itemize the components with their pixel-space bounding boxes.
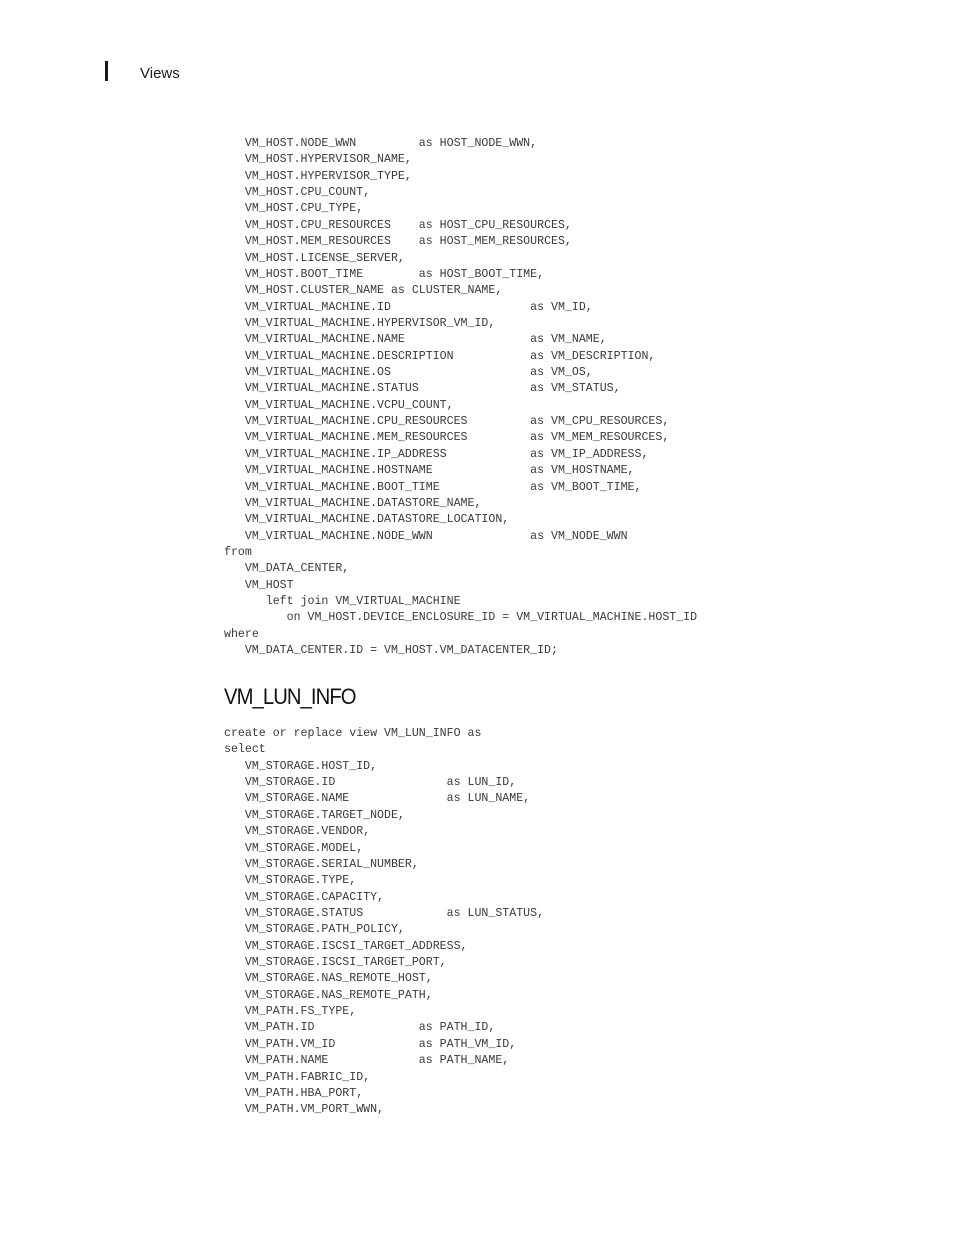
code-line: VM_STORAGE.VENDOR,: [224, 825, 371, 839]
code-line: VM_STORAGE.ISCSI_TARGET_PORT,: [224, 956, 447, 970]
code-line: VM_STORAGE.NAS_REMOTE_HOST,: [224, 972, 433, 986]
code-line: from: [224, 545, 252, 559]
code-line: left join VM_VIRTUAL_MACHINE: [224, 595, 461, 609]
code-line: VM_VIRTUAL_MACHINE.DESCRIPTION as VM_DESCRIPTION,: [224, 349, 656, 363]
code-line: VM_VIRTUAL_MACHINE.OS as VM_OS,: [224, 366, 593, 380]
code-line: VM_HOST.CPU_RESOURCES as HOST_CPU_RESOURCES,: [224, 218, 572, 232]
code-line: VM_STORAGE.NAME as LUN_NAME,: [224, 792, 531, 806]
code-line: where: [224, 627, 259, 641]
code-line: VM_DATA_CENTER.ID = VM_HOST.VM_DATACENTER_ID;: [224, 644, 558, 658]
code-line: VM_STORAGE.NAS_REMOTE_PATH,: [224, 988, 433, 1002]
code-line: select: [224, 743, 266, 757]
code-line: on VM_HOST.DEVICE_ENCLOSURE_ID = VM_VIRTUAL_MACHINE.HOST_ID: [224, 611, 698, 625]
code-line: VM_PATH.HBA_PORT,: [224, 1086, 364, 1100]
code-line: VM_DATA_CENTER,: [224, 562, 350, 576]
code-line: VM_STORAGE.MODEL,: [224, 841, 364, 855]
code-line: VM_VIRTUAL_MACHINE.NAME as VM_NAME,: [224, 333, 607, 347]
code-line: VM_VIRTUAL_MACHINE.BOOT_TIME as VM_BOOT_TIME,: [224, 480, 642, 494]
code-line: VM_HOST.MEM_RESOURCES as HOST_MEM_RESOURCES,: [224, 235, 572, 249]
code-line: VM_VIRTUAL_MACHINE.CPU_RESOURCES as VM_CPU_RESOURCES,: [224, 415, 670, 429]
code-line: VM_VIRTUAL_MACHINE.DATASTORE_LOCATION,: [224, 513, 510, 527]
code-line: VM_STORAGE.ISCSI_TARGET_ADDRESS,: [224, 939, 468, 953]
code-line: VM_PATH.FS_TYPE,: [224, 1005, 357, 1019]
page-header-title: Views: [140, 65, 180, 82]
code-line: VM_HOST: [224, 578, 294, 592]
code-line: VM_VIRTUAL_MACHINE.ID as VM_ID,: [224, 300, 593, 314]
code-line: VM_VIRTUAL_MACHINE.STATUS as VM_STATUS,: [224, 382, 621, 396]
code-line: VM_VIRTUAL_MACHINE.DATASTORE_NAME,: [224, 496, 482, 510]
code-line: VM_HOST.CPU_COUNT,: [224, 186, 371, 200]
code-line: VM_VIRTUAL_MACHINE.HYPERVISOR_VM_ID,: [224, 316, 496, 330]
code-line: VM_VIRTUAL_MACHINE.HOSTNAME as VM_HOSTNAME,: [224, 464, 635, 478]
code-line: VM_VIRTUAL_MACHINE.NODE_WWN as VM_NODE_WWN: [224, 529, 628, 543]
code-line: VM_STORAGE.TARGET_NODE,: [224, 808, 405, 822]
code-line: VM_HOST.HYPERVISOR_NAME,: [224, 153, 412, 167]
code-line: VM_VIRTUAL_MACHINE.IP_ADDRESS as VM_IP_ADDRESS,: [224, 447, 649, 461]
code-line: VM_PATH.ID as PATH_ID,: [224, 1021, 496, 1035]
code-line: VM_PATH.FABRIC_ID,: [224, 1070, 371, 1084]
section-heading: VM_LUN_INFO: [224, 684, 356, 709]
code-line: create or replace view VM_LUN_INFO as: [224, 727, 482, 740]
code-line: VM_HOST.NODE_WWN as HOST_NODE_WWN,: [224, 137, 538, 150]
code-line: VM_STORAGE.PATH_POLICY,: [224, 923, 405, 937]
code-line: VM_PATH.VM_ID as PATH_VM_ID,: [224, 1037, 517, 1051]
code-line: VM_STORAGE.TYPE,: [224, 874, 357, 888]
code-line: VM_STORAGE.STATUS as LUN_STATUS,: [224, 906, 545, 920]
code-block-vm-lun-info: [224, 726, 544, 1119]
code-line: VM_HOST.CLUSTER_NAME as CLUSTER_NAME,: [224, 284, 503, 298]
code-line: VM_HOST.CPU_TYPE,: [224, 202, 364, 216]
code-line: VM_VIRTUAL_MACHINE.MEM_RESOURCES as VM_MEM_RESOURCES,: [224, 431, 670, 445]
code-line: VM_HOST.LICENSE_SERVER,: [224, 251, 405, 265]
code-block-view-select-continued: [224, 136, 697, 660]
code-line: VM_PATH.VM_PORT_WWN,: [224, 1103, 385, 1117]
code-line: VM_STORAGE.SERIAL_NUMBER,: [224, 857, 419, 871]
code-line: VM_VIRTUAL_MACHINE.VCPU_COUNT,: [224, 398, 454, 412]
code-line: VM_HOST.HYPERVISOR_TYPE,: [224, 169, 412, 183]
code-line: VM_PATH.NAME as PATH_NAME,: [224, 1054, 510, 1068]
header-bar: [105, 61, 108, 81]
code-line: VM_STORAGE.CAPACITY,: [224, 890, 385, 904]
code-line: VM_STORAGE.ID as LUN_ID,: [224, 776, 517, 790]
code-line: VM_STORAGE.HOST_ID,: [224, 759, 378, 773]
code-line: VM_HOST.BOOT_TIME as HOST_BOOT_TIME,: [224, 267, 545, 281]
